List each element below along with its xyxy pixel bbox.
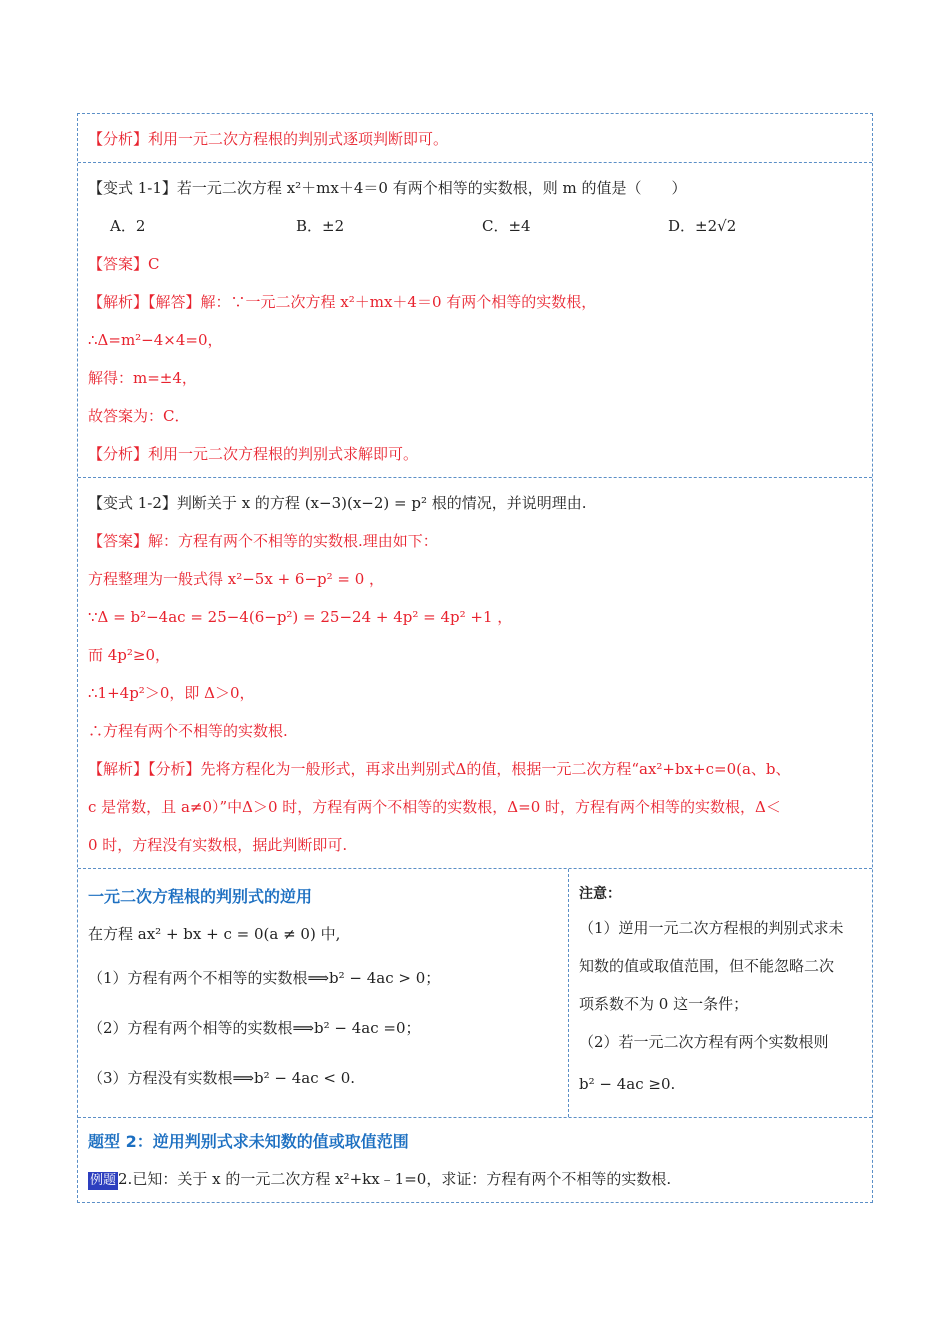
type-2-title: 题型 2：逆用判别式求未知数的值或取值范围: [88, 1132, 409, 1151]
solution-line: 0 时，方程没有实数根，据此判断即可.: [88, 836, 348, 854]
option-b: B．±2: [296, 217, 345, 235]
solution-line: 【答案】解：方程有两个不相等的实数根.理由如下：: [88, 532, 438, 550]
solution-line: 方程整理为一般式得 x²−5x + 6−p² = 0 ，: [88, 570, 385, 588]
section-variant-1-2: [78, 478, 872, 869]
option-d: D．±2√2: [668, 217, 737, 235]
variant-1-1-question: 【变式 1-1】若一元二次方程 x²＋mx＋4＝0 有两个相等的实数根，则 m 的值是（ ）: [88, 179, 687, 197]
solution-line: 【解析】【解答】解：∵一元二次方程 x²＋mx＋4＝0 有两个相等的实数根，: [88, 293, 597, 311]
options-row: [88, 207, 862, 245]
knowledge-title: 一元二次方程根的判别式的逆用: [88, 887, 313, 906]
section-type-2: [78, 1118, 872, 1202]
content-box: [77, 113, 873, 1203]
document-page: [77, 113, 873, 1203]
example-line: [88, 1160, 862, 1198]
note-line: 知数的值或取值范围，但不能忽略二次: [579, 957, 835, 975]
solution-line: 而 4p²≥0，: [88, 646, 171, 664]
note-line: b² − 4ac ≥0.: [579, 1075, 676, 1093]
knowledge-intro: 在方程 ax² + bx + c = 0(a ≠ 0) 中,: [88, 925, 341, 943]
note-title: 注意：: [579, 886, 621, 902]
solution-line: 【分析】利用一元二次方程根的判别式求解即可。: [88, 445, 419, 463]
option-a: A．2: [110, 217, 146, 235]
note-line: 项系数不为 0 这一条件；: [579, 995, 749, 1013]
section-discriminant-inverse: [78, 869, 872, 1118]
note-line: （1）逆用一元二次方程根的判别式求未: [579, 919, 844, 937]
note-line: （2）若一元二次方程有两个实数根则: [579, 1033, 829, 1051]
variant-1-2-question: 【变式 1-2】判断关于 x 的方程 (x−3)(x−2) = p² 根的情况，并说明理由.: [88, 494, 587, 512]
answer-line: 【答案】C: [88, 255, 160, 273]
solution-line: ∴方程有两个不相等的实数根.: [88, 722, 288, 740]
option-c: C．±4: [482, 217, 531, 235]
solution-line: ∴1+4p²＞0，即 Δ＞0，: [88, 684, 255, 702]
solution-line: 【解析】【分析】先将方程化为一般形式，再求出判别式Δ的值，根据一元二次方程“ax²+bx+c=0(a、b、: [88, 760, 791, 778]
knowledge-item: （2）方程有两个相等的实数根⟹b² − 4ac =0；: [88, 1019, 421, 1037]
solution-line: 解得：m=±4，: [88, 369, 197, 387]
knowledge-panel: [78, 869, 569, 1117]
example-tag: 例题: [90, 1173, 117, 1188]
knowledge-item: （3）方程没有实数根⟹b² − 4ac < 0.: [88, 1069, 356, 1087]
example-text: 2.已知：关于 x 的一元二次方程 x²+kx﹣1=0，求证：方程有两个不相等的实数根.: [118, 1170, 672, 1188]
solution-line: c 是常数，且 a≠0）”中Δ＞0 时，方程有两个不相等的实数根，Δ=0 时，方程有两个相等的实数根，Δ＜: [88, 798, 781, 816]
solution-line: 故答案为：C．: [88, 407, 190, 425]
section-analysis: [78, 114, 872, 163]
knowledge-item: （1）方程有两个不相等的实数根⟹b² − 4ac > 0；: [88, 969, 441, 987]
solution-line: ∴Δ=m²−4×4=0，: [88, 331, 223, 349]
section-variant-1-1: [78, 163, 872, 478]
note-panel: [569, 869, 872, 1117]
solution-line: ∵Δ = b²−4ac = 25−4(6−p²) = 25−24 + 4p² = 4p² +1 ，: [88, 608, 513, 626]
analysis-line: 【分析】利用一元二次方程根的判别式逐项判断即可。: [88, 130, 449, 148]
